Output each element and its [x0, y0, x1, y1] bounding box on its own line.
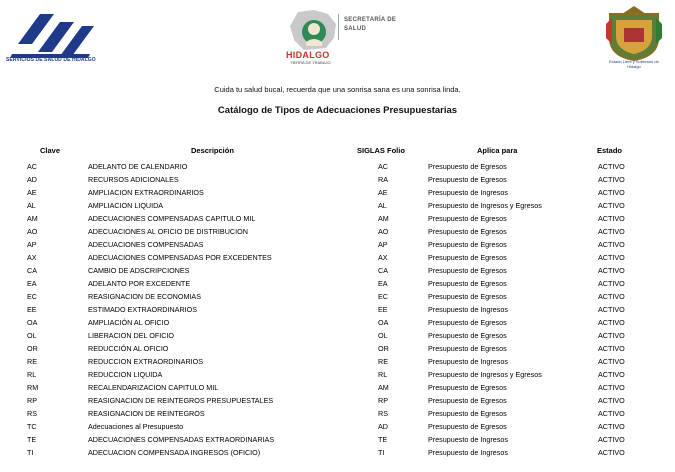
cell-siglas: AL	[378, 201, 387, 210]
state-seal-icon	[604, 4, 664, 62]
cell-clave: RP	[27, 396, 37, 405]
cell-aplica: Presupuesto de Egresos	[428, 409, 507, 418]
hidalgo-tagline: TIERRA DE TRABAJO	[290, 60, 331, 65]
table-row	[0, 251, 675, 264]
cell-aplica: Presupuesto de Egresos	[428, 266, 507, 275]
column-header-descripcion: Descripción	[191, 146, 234, 155]
table-row	[0, 173, 675, 186]
cell-clave: OA	[27, 318, 38, 327]
table-row	[0, 264, 675, 277]
cell-descripcion: ADECUACION COMPENSADA INGRESOS (OFICIO)	[88, 448, 261, 457]
cell-clave: AD	[27, 175, 37, 184]
cell-siglas: AM	[378, 214, 389, 223]
cell-estado: ACTIVO	[598, 370, 625, 379]
cell-descripcion: ADECUACIONES AL OFICIO DE DISTRIBUCION	[88, 227, 248, 236]
logo-caption: SERVICIOS DE SALUD DE HIDALGO	[6, 57, 96, 63]
column-header-estado: Estado	[597, 146, 623, 155]
table-row	[0, 394, 675, 407]
cell-descripcion: REASIGNACION DE REINTEGROS PRESUPUESTALES	[88, 396, 274, 405]
cell-estado: ACTIVO	[598, 422, 625, 431]
cell-estado: ACTIVO	[598, 448, 625, 457]
cell-descripcion: REASIGNACION DE ECONOMIAS	[88, 292, 202, 301]
cell-descripcion: ADECUACIONES COMPENSADAS	[88, 240, 204, 249]
cell-descripcion: ADECUACIONES COMPENSADAS POR EXCEDENTES	[88, 253, 272, 262]
cell-descripcion: RECALENDARIZACION CAPITULO MIL	[88, 383, 219, 392]
cell-clave: OL	[27, 331, 37, 340]
cell-aplica: Presupuesto de Egresos	[428, 214, 507, 223]
cell-aplica: Presupuesto de Egresos	[428, 253, 507, 262]
cell-estado: ACTIVO	[598, 435, 625, 444]
cell-descripcion: ADECUACIONES COMPENSADAS EXTRAORDINARIAS	[88, 435, 275, 444]
secretaria-label: SECRETARÍA DE SALUD	[344, 17, 397, 32]
cell-siglas: AM	[378, 383, 389, 392]
cell-clave: EE	[27, 305, 37, 314]
table-row	[0, 290, 675, 303]
cell-clave: AE	[27, 188, 37, 197]
table-row	[0, 355, 675, 368]
cell-estado: ACTIVO	[598, 240, 625, 249]
cell-siglas: RA	[378, 175, 388, 184]
table-row	[0, 199, 675, 212]
cell-estado: ACTIVO	[598, 396, 625, 405]
cell-descripcion: REDUCCION LIQUIDA	[88, 370, 163, 379]
table-row	[0, 329, 675, 342]
cell-clave: AP	[27, 240, 37, 249]
cell-aplica: Presupuesto de Egresos	[428, 383, 507, 392]
cell-clave: AM	[27, 214, 38, 223]
cell-descripcion: CAMBIO DE ADSCRIPCIONES	[88, 266, 190, 275]
cell-aplica: Presupuesto de Ingresos	[428, 435, 508, 444]
table-row	[0, 238, 675, 251]
cell-clave: EC	[27, 292, 37, 301]
cell-estado: ACTIVO	[598, 279, 625, 288]
cell-estado: ACTIVO	[598, 214, 625, 223]
cell-estado: ACTIVO	[598, 253, 625, 262]
cell-aplica: Presupuesto de Egresos	[428, 422, 507, 431]
cell-siglas: AD	[378, 422, 388, 431]
table-row	[0, 368, 675, 381]
cell-clave: RL	[27, 370, 37, 379]
cell-aplica: Presupuesto de Egresos	[428, 331, 507, 340]
slogan: Cuida tu salud bucal, recuerda que una sonrisa sana es una sonrisa linda.	[214, 85, 461, 94]
cell-aplica: Presupuesto de Egresos	[428, 162, 507, 171]
cell-clave: RM	[27, 383, 39, 392]
cell-aplica: Presupuesto de Ingresos	[428, 305, 508, 314]
cell-siglas: TI	[378, 448, 385, 457]
cell-estado: ACTIVO	[598, 201, 625, 210]
cell-aplica: Presupuesto de Ingresos y Egresos	[428, 201, 542, 210]
cell-descripcion: REDUCCION EXTRAORDINARIOS	[88, 357, 204, 366]
cell-siglas: RP	[378, 396, 388, 405]
cell-siglas: AO	[378, 227, 389, 236]
cell-descripcion: ADECUACIONES COMPENSADAS CAPITULO MIL	[88, 214, 256, 223]
cell-aplica: Presupuesto de Egresos	[428, 396, 507, 405]
cell-descripcion: ADELANTO DE CALENDARIO	[88, 162, 188, 171]
column-header-clave: Clave	[40, 146, 61, 155]
cell-siglas: AC	[378, 162, 388, 171]
cell-clave: AO	[27, 227, 38, 236]
cell-aplica: Presupuesto de Egresos	[428, 344, 507, 353]
cell-aplica: Presupuesto de Egresos	[428, 175, 507, 184]
table-row	[0, 342, 675, 355]
cell-estado: ACTIVO	[598, 292, 625, 301]
cell-estado: ACTIVO	[598, 305, 625, 314]
cell-estado: ACTIVO	[598, 162, 625, 171]
cell-descripcion: RECURSOS ADICIONALES	[88, 175, 179, 184]
cell-siglas: EC	[378, 292, 388, 301]
cell-aplica: Presupuesto de Ingresos	[428, 357, 508, 366]
cell-estado: ACTIVO	[598, 318, 625, 327]
table-row	[0, 212, 675, 225]
cell-siglas: EE	[378, 305, 388, 314]
cell-estado: ACTIVO	[598, 175, 625, 184]
table-row	[0, 420, 675, 433]
cell-siglas: RL	[378, 370, 388, 379]
cell-estado: ACTIVO	[598, 409, 625, 418]
cell-aplica: Presupuesto de Egresos	[428, 279, 507, 288]
table-row	[0, 277, 675, 290]
cell-descripcion: REASIGNACION DE REINTEGROS	[88, 409, 205, 418]
table-row	[0, 225, 675, 238]
cell-descripcion: ESTIMADO EXTRAORDINARIOS	[88, 305, 198, 314]
cell-estado: ACTIVO	[598, 188, 625, 197]
cell-siglas: EA	[378, 279, 388, 288]
cell-descripcion: LIBERACION DEL OFICIO	[88, 331, 175, 340]
cell-estado: ACTIVO	[598, 357, 625, 366]
cell-estado: ACTIVO	[598, 227, 625, 236]
divider	[338, 14, 339, 40]
column-header-siglas: SIGLAS Folio	[357, 146, 405, 155]
cell-clave: OR	[27, 344, 38, 353]
cell-aplica: Presupuesto de Egresos	[428, 227, 507, 236]
cell-siglas: AX	[378, 253, 388, 262]
cell-clave: CA	[27, 266, 37, 275]
table-row	[0, 303, 675, 316]
cell-clave: AX	[27, 253, 37, 262]
cell-descripcion: ADELANTO POR EXCEDENTE	[88, 279, 191, 288]
table-row	[0, 186, 675, 199]
cell-estado: ACTIVO	[598, 266, 625, 275]
cell-clave: RS	[27, 409, 37, 418]
cell-clave: RE	[27, 357, 37, 366]
hidalgo-brand: HIDALGO	[286, 50, 330, 60]
cell-clave: TI	[27, 448, 34, 457]
cell-siglas: OA	[378, 318, 389, 327]
cell-aplica: Presupuesto de Egresos	[428, 318, 507, 327]
cell-clave: AC	[27, 162, 37, 171]
cell-siglas: AP	[378, 240, 388, 249]
column-header-aplica: Aplica para	[477, 146, 518, 155]
table-row	[0, 446, 675, 459]
cell-descripcion: AMPLIACION LIQUIDA	[88, 201, 164, 210]
cell-siglas: CA	[378, 266, 388, 275]
cell-estado: ACTIVO	[598, 331, 625, 340]
cell-clave: TE	[27, 435, 37, 444]
cell-siglas: RE	[378, 357, 388, 366]
cell-estado: ACTIVO	[598, 383, 625, 392]
cell-aplica: Presupuesto de Ingresos	[428, 448, 508, 457]
cell-siglas: OR	[378, 344, 389, 353]
seal-caption: Estado Libre y Soberano de Hidalgo	[609, 59, 659, 69]
catalog-table	[0, 160, 675, 459]
cell-siglas: OL	[378, 331, 388, 340]
cell-aplica: Presupuesto de Ingresos y Egresos	[428, 370, 542, 379]
table-row	[0, 381, 675, 394]
cell-clave: TC	[27, 422, 37, 431]
page-title: Catálogo de Tipos de Adecuaciones Presupuestarias	[217, 105, 458, 116]
table-row	[0, 160, 675, 173]
cell-clave: AL	[27, 201, 36, 210]
cell-aplica: Presupuesto de Ingresos	[428, 188, 508, 197]
cell-aplica: Presupuesto de Egresos	[428, 240, 507, 249]
cell-aplica: Presupuesto de Egresos	[428, 292, 507, 301]
cell-descripcion: AMPLIACIÓN AL OFICIO	[88, 318, 170, 327]
cell-siglas: RS	[378, 409, 388, 418]
table-row	[0, 433, 675, 446]
cell-descripcion: AMPLIACION EXTRAORDINARIOS	[88, 188, 204, 197]
cell-siglas: TE	[378, 435, 388, 444]
cell-estado: ACTIVO	[598, 344, 625, 353]
cell-siglas: AE	[378, 188, 388, 197]
cell-descripcion: Adecuaciones al Presupuesto	[88, 422, 184, 431]
cell-clave: EA	[27, 279, 37, 288]
table-row	[0, 316, 675, 329]
table-row	[0, 407, 675, 420]
cell-descripcion: REDUCCIÓN AL OFICIO	[88, 344, 169, 353]
